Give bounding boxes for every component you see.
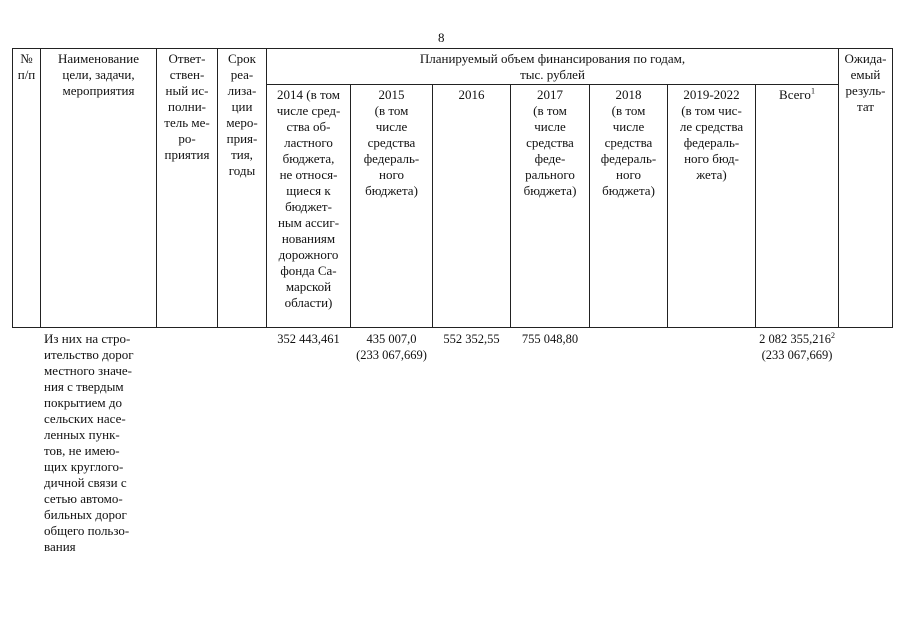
page-number: 8 <box>438 30 445 45</box>
header-executor: Ответ- ствен- ный ис- полни- тель ме- ро- приятия <box>164 51 210 162</box>
header-2019-2022: 2019-2022 (в том чис- ле средства федераль- ного бюд- жета) <box>679 87 744 182</box>
row-2015: 435 007,0 (233 067,669) <box>356 332 427 362</box>
row-2014: 352 443,461 <box>277 332 340 346</box>
header-period: Срок реа- лиза- ции меро- прия- тия, годы <box>226 51 258 178</box>
row-total-value: 2 082 355,216 <box>759 332 831 346</box>
row-total-footnote: 2 <box>830 330 835 340</box>
header-total-label: Всего <box>779 87 811 102</box>
header-2016: 2016 <box>458 87 485 102</box>
header-2015: 2015 (в том числе средства федераль- ного бюджета) <box>363 87 420 198</box>
header-2014: 2014 (в том числе сред- ства об- ластного бюджета, не относя- щиеся к бюджет- ным ассиг- нованиям дорожного фонда Са- марской области) <box>276 87 341 310</box>
row-2016: 552 352,55 <box>443 332 500 346</box>
header-2017: 2017 (в том числе средства феде- рального бюджета) <box>523 87 577 198</box>
header-name: Наименование цели, задачи, мероприятия <box>58 51 139 98</box>
row-total-federal: (233 067,669) <box>761 348 833 362</box>
header-total-footnote: 1 <box>810 86 815 96</box>
header-financing: Планируемый объем финансирования по годам, тыс. рублей <box>419 51 686 82</box>
row-name: Из них на стро- ительство дорог местного значе- ния с твердым покрытием до сельских насе- ленных пунк- тов, не имею- щих круглого- дичной связи с сетью автомо- бильных дорог общего пользо- вания <box>44 331 134 554</box>
header-total <box>756 87 838 103</box>
row-2017: 755 048,80 <box>521 332 579 346</box>
header-result: Ожида- емый резуль- тат <box>844 51 887 114</box>
header-2018: 2018 (в том числе средства федераль- ного бюджета) <box>600 87 657 198</box>
header-num: № п/п <box>17 51 36 82</box>
row-total <box>756 331 838 363</box>
